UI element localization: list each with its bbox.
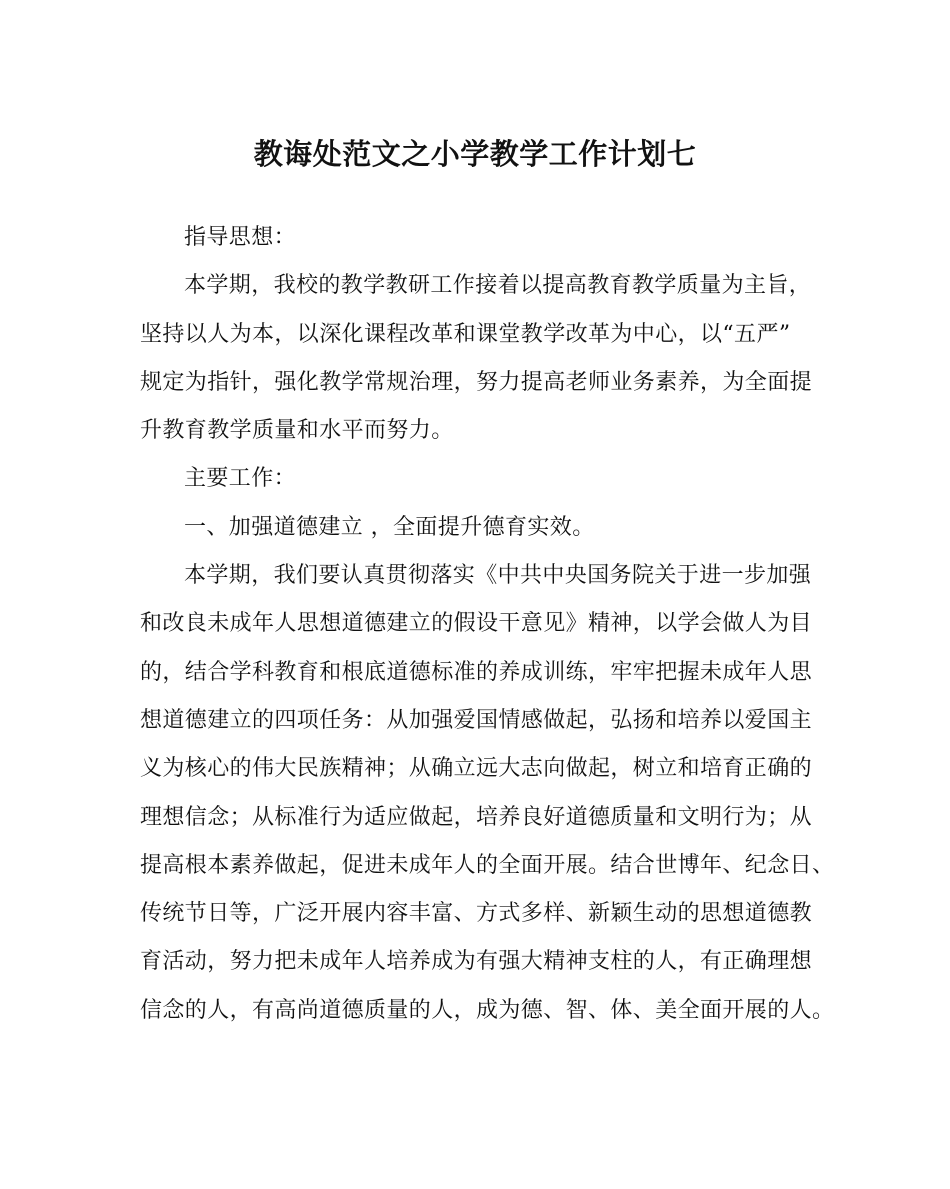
paragraph-line: 本学期，我们要认真贯彻落实《中共中央国务院关于进一步加强 bbox=[184, 563, 812, 589]
subsection-heading: 一、加强道德建立 ，全面提升德育实效。 bbox=[184, 514, 595, 540]
paragraph-line: 理想信念；从标准行为适应做起，培养良好道德质量和文明行为；从 bbox=[140, 804, 813, 830]
paragraph-line: 本学期，我校的教学教研工作接着以提高教育教学质量为主旨， bbox=[184, 273, 812, 299]
paragraph-line: 义为核心的伟大民族精神；从确立远大志向做起，树立和培育正确的 bbox=[140, 756, 813, 782]
document-title: 教诲处范文之小学教学工作计划七 bbox=[253, 137, 697, 171]
paragraph-line: 提高根本素养做起，促进未成年人的全面开展。结合世博年、纪念日、 bbox=[140, 852, 835, 878]
paragraph-line: 和改良未成年人思想道德建立的假设干意见》精神，以学会做人为目 bbox=[140, 611, 813, 637]
section-heading-main-work: 主要工作： bbox=[184, 466, 297, 492]
paragraph-line: 的，结合学科教育和根底道德标准的养成训练，牢牢把握未成年人思 bbox=[140, 659, 813, 685]
paragraph-line: 想道德建立的四项任务：从加强爱国情感做起，弘扬和培养以爱国主 bbox=[140, 707, 813, 733]
document-body bbox=[140, 225, 835, 1047]
paragraph-line: 信念的人，有高尚道德质量的人，成为德、智、体、美全面开展的人。 bbox=[140, 997, 835, 1023]
paragraph-line: 育活动，努力把未成年人培养成为有强大精神支柱的人，有正确理想 bbox=[140, 949, 813, 975]
paragraph-line: 坚持以人为本，以深化课程改革和课堂教学改革为中心，以“五严” bbox=[140, 321, 791, 347]
paragraph-line: 升教育教学质量和水平而努力。 bbox=[140, 418, 454, 444]
paragraph-line: 传统节日等，广泛开展内容丰富、方式多样、新颖生动的思想道德教 bbox=[140, 901, 813, 927]
section-heading-guiding-thought: 指导思想： bbox=[184, 225, 297, 250]
paragraph-line: 规定为指针，强化教学常规治理，努力提高老师业务素养，为全面提 bbox=[140, 369, 813, 395]
